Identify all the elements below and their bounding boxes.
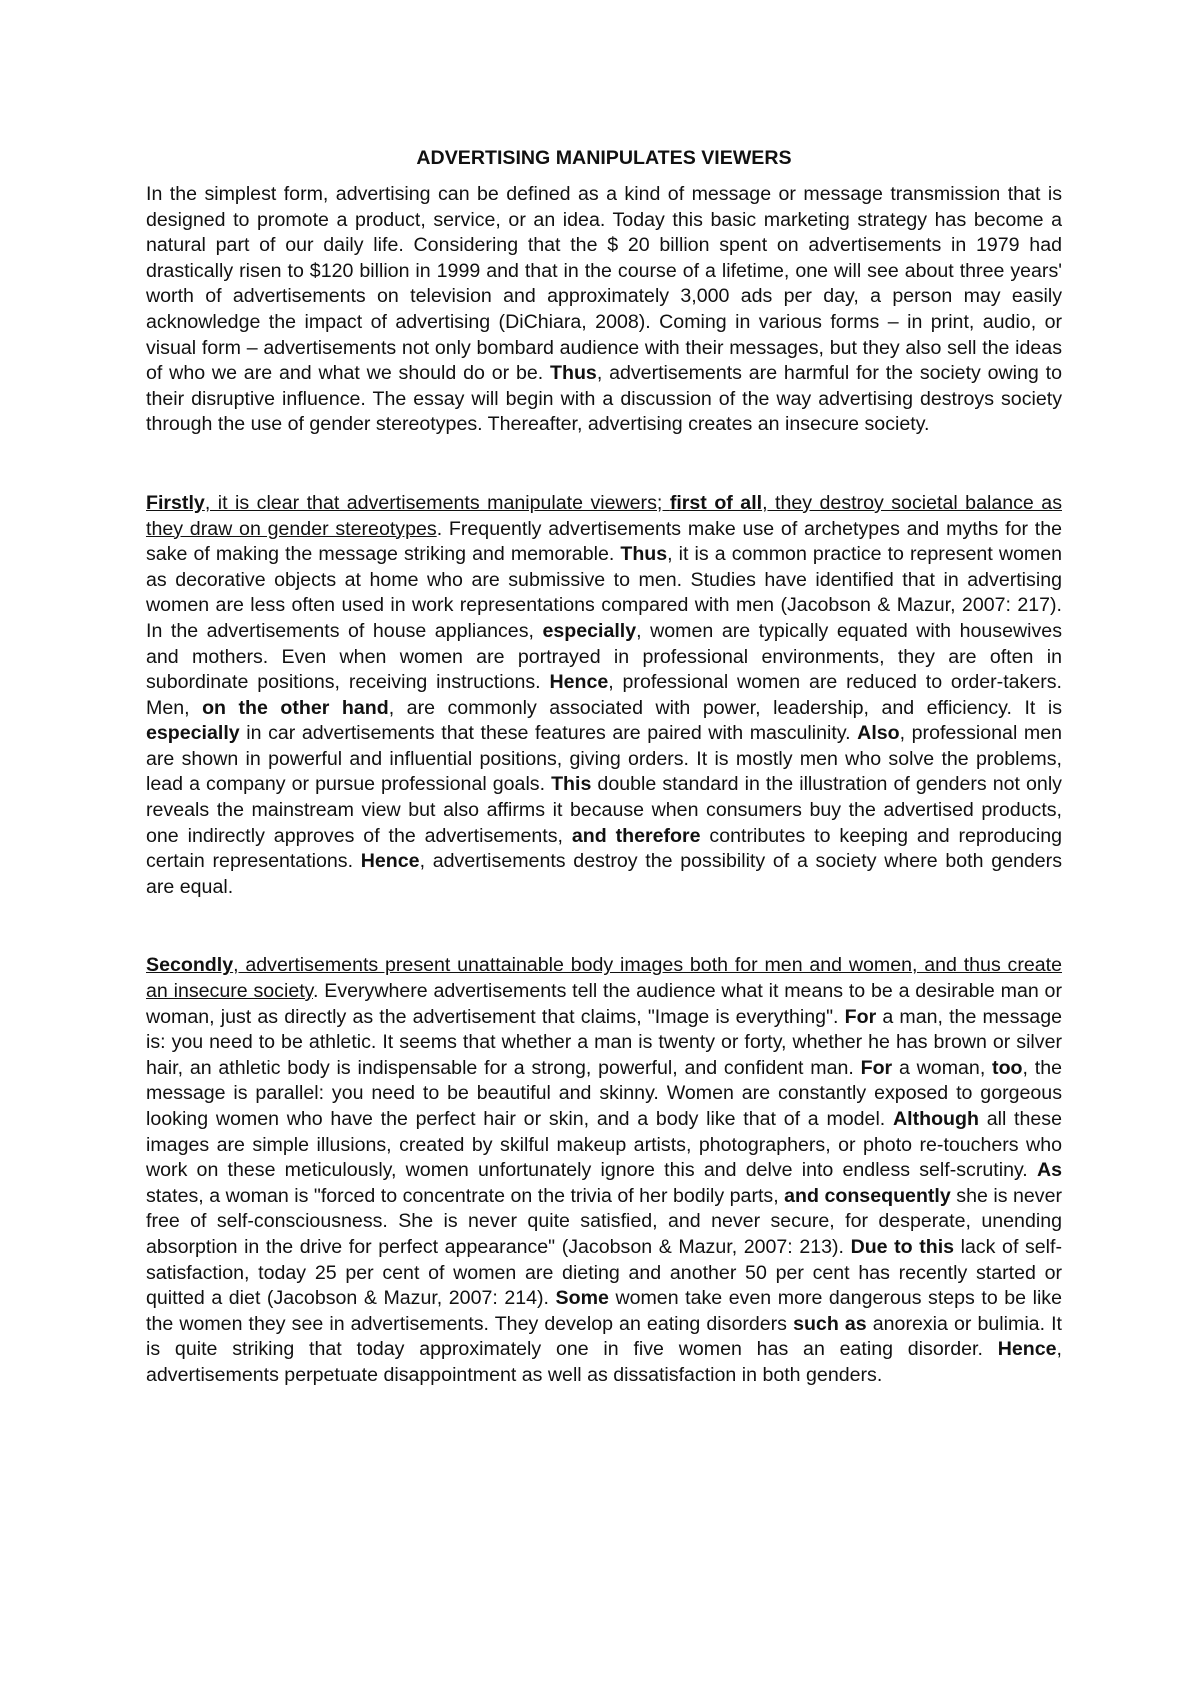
- paragraph-firstly: [146, 491, 1062, 901]
- paragraph-secondly: [146, 953, 1062, 1388]
- paragraph-introduction: [146, 182, 1062, 438]
- emphasis-run: Also: [857, 722, 900, 745]
- text-run: women take even more dangerous steps to be like the women they see in advertisements. They develop an eating disorders: [146, 1287, 1062, 1335]
- emphasis-run: Firstly: [146, 491, 205, 514]
- emphasis-run: especially: [542, 619, 637, 642]
- text-run: , it is clear that advertisements manipulate viewers;: [204, 491, 670, 514]
- emphasis-run: For: [844, 1005, 877, 1028]
- emphasis-run: Hence: [997, 1338, 1057, 1361]
- text-run: , are commonly associated with power, leadership, and efficiency. It is: [388, 696, 1063, 719]
- text-run: all these images are simple illusions, created by skilful makeup artists, photographers, or photo re-touchers who work on these meticulously, women unfortunately ignore this and delve into endless self-scrutiny.: [146, 1108, 1062, 1182]
- emphasis-run: and consequently: [784, 1184, 951, 1207]
- emphasis-run: on the other hand: [202, 696, 389, 719]
- emphasis-run: Some: [555, 1287, 609, 1310]
- text-run: contributes to keeping and reproducing certain representations.: [146, 824, 1062, 873]
- text-run: a man, the message is: you need to be athletic. It seems that whether a man is twenty or forty, whether he has brown or silver hair, an athletic body is indispensable for a strong, powerful, and confident man.: [146, 1005, 1062, 1079]
- text-run: states, a woman is "forced to concentrate on the trivia of her bodily parts,: [146, 1184, 785, 1207]
- emphasis-run: For: [860, 1056, 893, 1079]
- text-run: a woman,: [892, 1056, 993, 1079]
- text-run: . Frequently advertisements make use of archetypes and myths for the sake of making the message striking and memorable.: [146, 517, 1063, 566]
- emphasis-run: Although: [893, 1108, 979, 1130]
- text-run: , advertisements destroy the possibility of a society where both genders are equal.: [146, 850, 1062, 898]
- text-run: she is never free of self-consciousness. She is never quite satisfied, and never secure, for desperate, unending absorption in the drive for perfect appearance" (Jacobson & Mazur, 2007: 213).: [146, 1184, 1062, 1258]
- text-run: , advertisements present unattainable body images both for men and women, and thus create an insecure society: [146, 954, 1062, 1003]
- emphasis-run: Thus: [550, 362, 597, 385]
- emphasis-run: Due to this: [850, 1235, 955, 1258]
- emphasis-run: This: [551, 773, 592, 796]
- text-run: . Everywhere advertisements tell the audience what it means to be a desirable man or woman, just as directly as the advertisement that claims, "Image is everything".: [146, 980, 1062, 1028]
- text-run: , advertisements are harmful for the society owing to their disruptive influence. The essay will begin with a discussion of the way advertising destroys society through the use of gender stereotypes. Thereafter, advertising creates an insecure society.: [146, 362, 1062, 436]
- text-run: , it is a common practice to represent women as decorative objects at home who are submissive to men. Studies have identified that in advertising women are less often used in work representations compared with men (Jacobson & Mazur, 2007: 217). In the advertisements of house appliances,: [146, 543, 1062, 642]
- text-run: , the message is parallel: you need to be beautiful and skinny. Women are constantly exposed to gorgeous looking women who have the perfect hair or skin, and a body like that of a model.: [146, 1056, 1062, 1130]
- document-body: [146, 146, 1062, 1389]
- emphasis-run: Hence: [549, 671, 609, 694]
- document-title: ADVERTISING MANIPULATES VIEWERS: [416, 147, 792, 169]
- emphasis-run: As: [1036, 1159, 1062, 1182]
- text-run: anorexia or bulimia. It is quite striking that today approximately one in five women has an eating disorder.: [146, 1312, 1062, 1361]
- emphasis-run: Thus: [620, 543, 668, 566]
- emphasis-run: Secondly: [146, 954, 234, 977]
- emphasis-run: Hence: [360, 850, 420, 873]
- text-run: , advertisements perpetuate disappointment as well as dissatisfaction in both genders.: [146, 1338, 1062, 1386]
- text-run: lack of self-satisfaction, today 25 per cent of women are dieting and another 50 per cent has recently started or quitted a diet (Jacobson & Mazur, 2007: 214).: [146, 1235, 1062, 1310]
- text-run: In the simplest form, advertising can be defined as a kind of message or message transmission that is designed to promote a product, service, or an idea. Today this basic marketing strategy has become a natural part of our daily life. Considering that the $ 20 billion spent on advertisements in 1979 had drastically risen to $120 billion in 1999 and that in the course of a lifetime, one will see about three years' worth of advertisements on television and approximately 3,000 ads per day, a person may easily acknowledge the impact of advertising (DiChiara, 2008). Coming in various forms – in print, audio, or visual form – advertisements not only bombard audience with their messages, but they also sell the ideas of who we are and what we should do or be.: [146, 183, 1062, 385]
- text-run: , they destroy societal balance as they draw on gender stereotypes: [146, 491, 1062, 540]
- text-run: , professional women are reduced to order-takers. Men,: [146, 671, 1062, 719]
- text-run: double standard in the illustration of genders not only reveals the mainstream view but also affirms it because when consumers buy the advertised products, one indirectly approves of the advertisements,: [146, 773, 1062, 847]
- emphasis-run: and therefore: [571, 824, 701, 847]
- emphasis-run: especially: [146, 722, 240, 745]
- emphasis-run: first of all: [669, 491, 763, 514]
- emphasis-run: such as: [793, 1312, 867, 1335]
- text-run: , professional men are shown in powerful and influential positions, giving orders. It is mostly men who solve the problems, lead a company or pursue professional goals.: [146, 722, 1062, 796]
- emphasis-run: too: [992, 1056, 1023, 1079]
- text-run: , women are typically equated with housewives and mothers. Even when women are portrayed in professional environments, they are often in subordinate positions, receiving instructions.: [146, 619, 1062, 694]
- text-run: in car advertisements that these features are paired with masculinity.: [239, 722, 858, 745]
